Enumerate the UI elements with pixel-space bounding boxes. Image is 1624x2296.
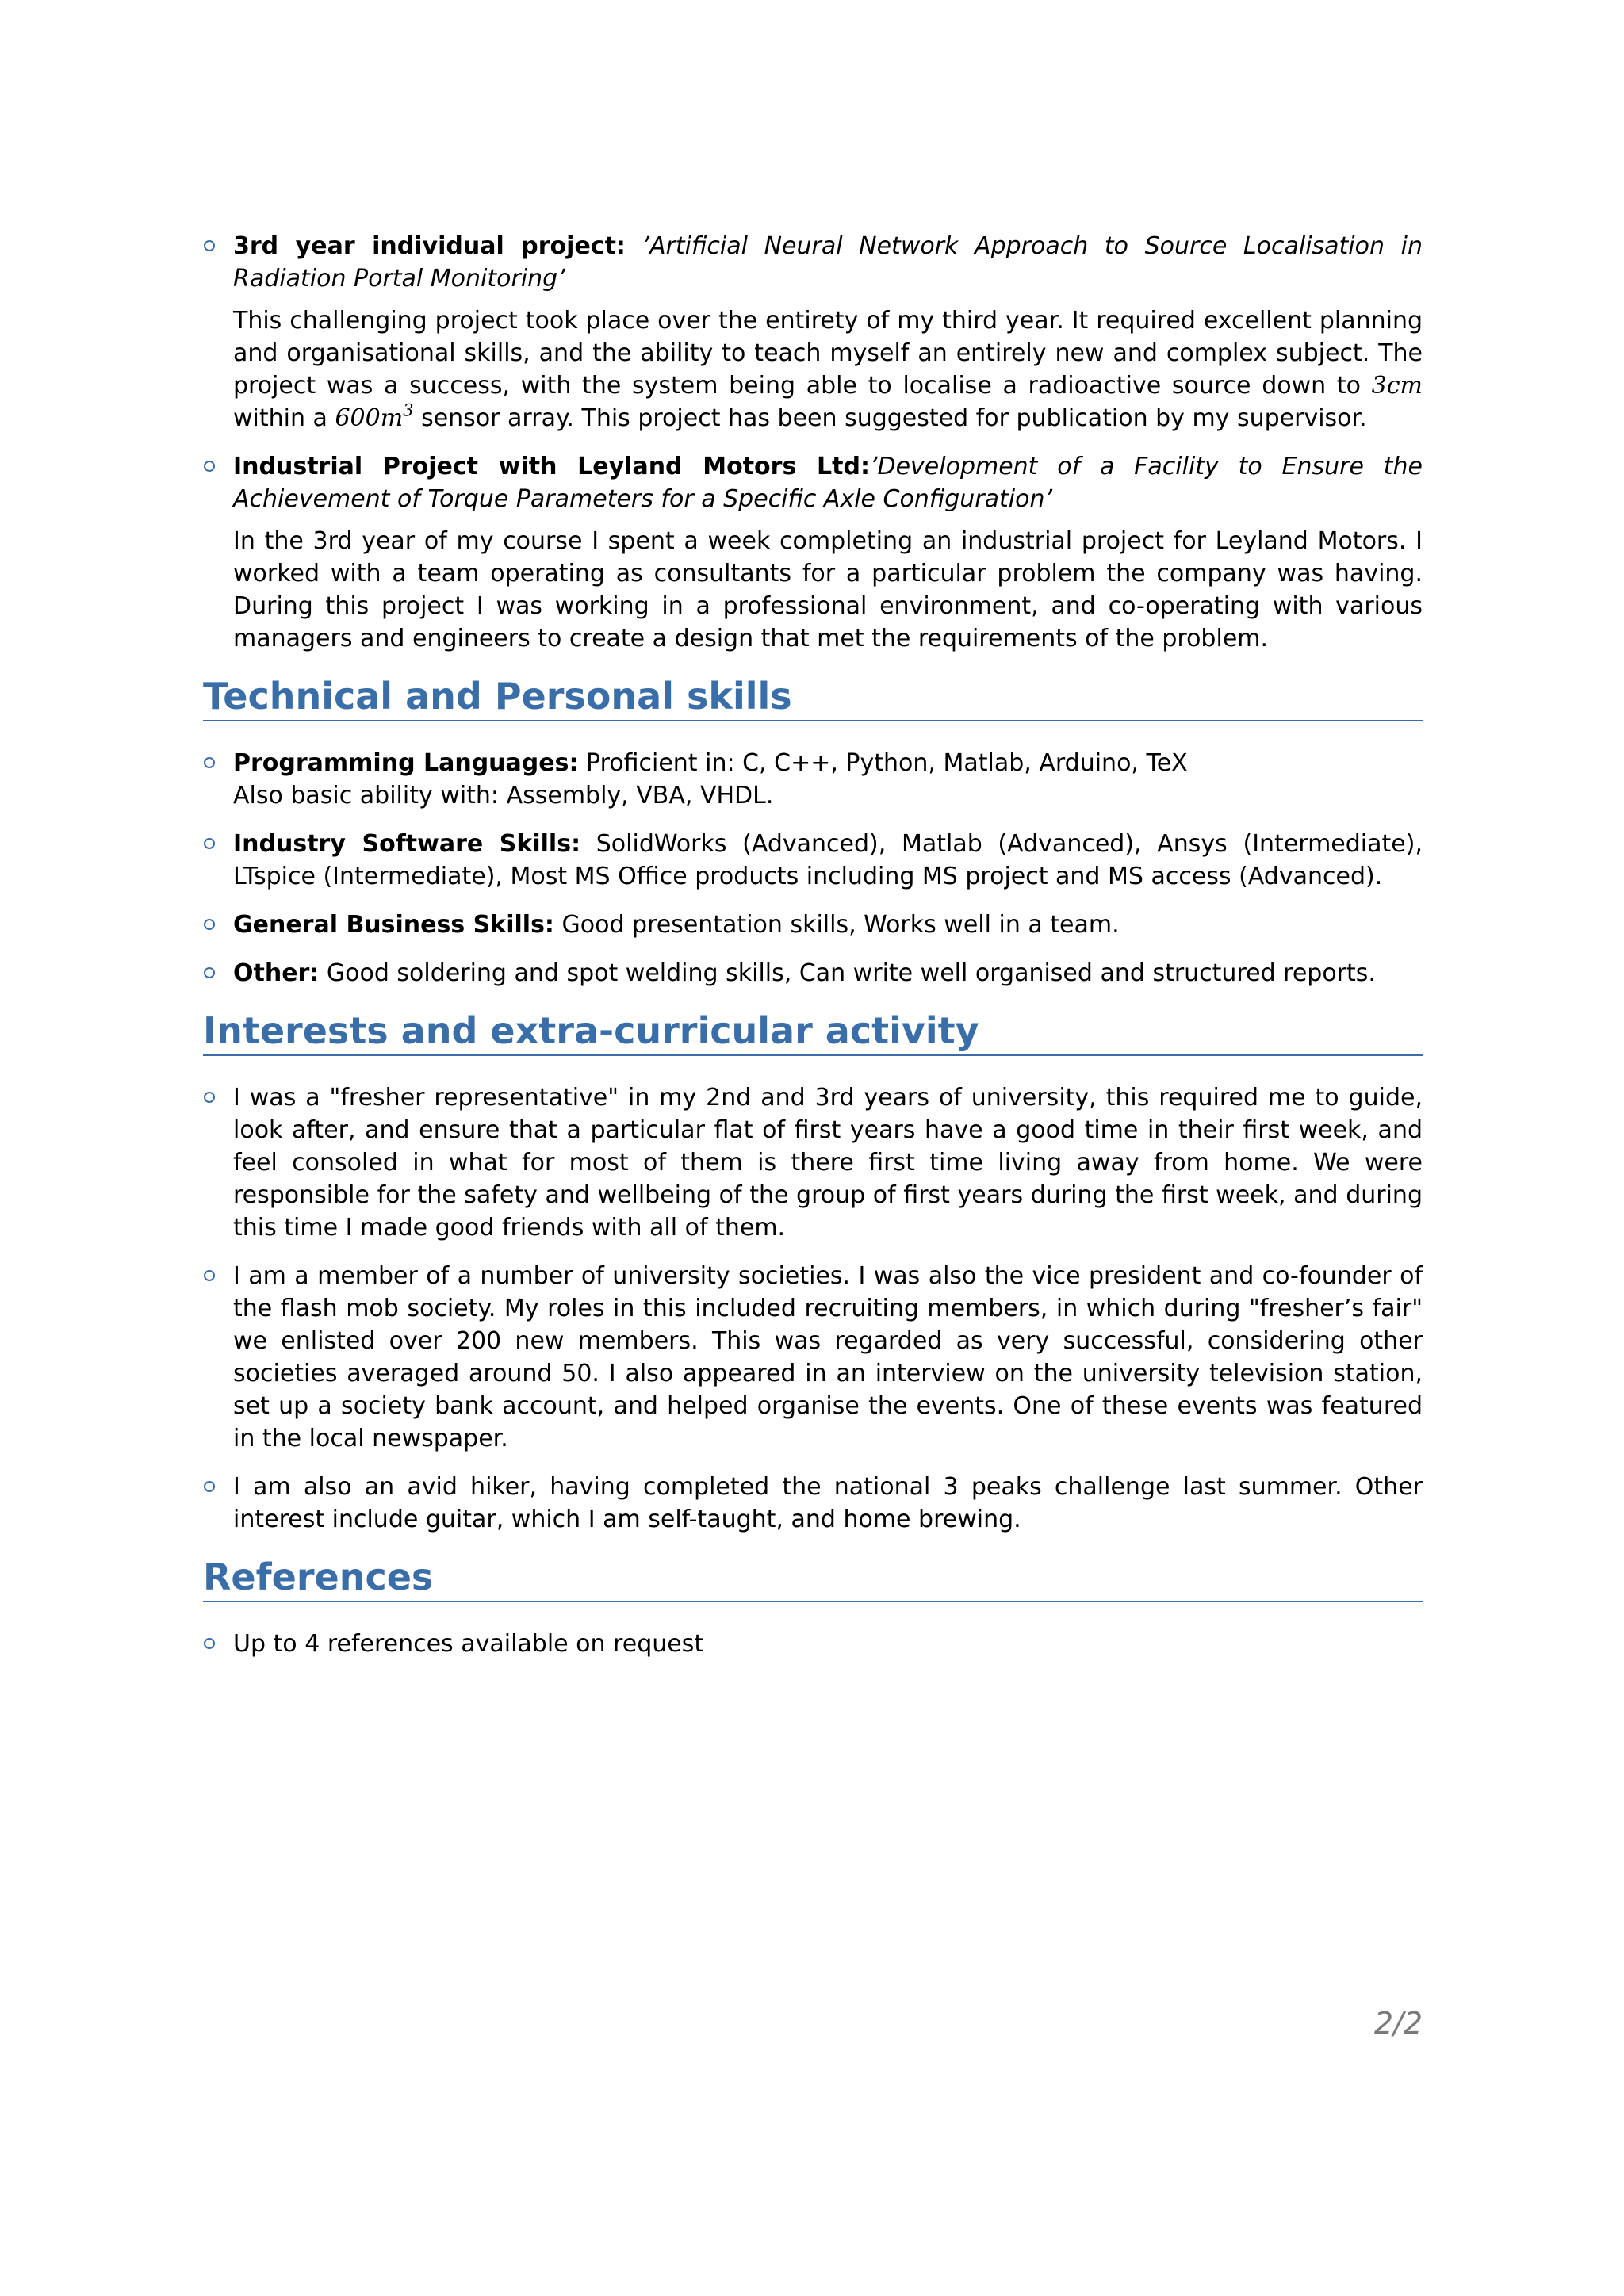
project-item <box>203 450 1423 655</box>
bullet-circle-icon <box>204 1638 215 1649</box>
skill-text-secondary: Also basic ability with: Assembly, VBA, VHDL. <box>233 782 774 809</box>
section-title-references: References <box>203 1555 1423 1602</box>
project-item <box>203 230 1423 434</box>
interest-item <box>203 1260 1423 1455</box>
math-volume: 600m <box>335 404 404 432</box>
bullet-circle-icon <box>204 1270 215 1281</box>
skill-label: Other: <box>233 959 320 987</box>
reference-text: Up to 4 references available on request <box>233 1630 704 1658</box>
bullet-circle-icon <box>204 240 215 251</box>
section-title-skills: Technical and Personal skills <box>203 674 1423 721</box>
skill-item <box>203 957 1423 989</box>
bullet-circle-icon <box>204 461 215 472</box>
math-distance: 3cm <box>1371 372 1423 400</box>
interest-text: I was a "fresher representative" in my 2nd and 3rd years of university, this required me to guide, look after, and ensure that a particular flat of first years have a good time in their first week, and feel consoled in what for most of them is there first time living away from home. We were responsible for the safety and wellbeing of the group of first years during the first week, and during this time I made good friends with all of them. <box>233 1084 1423 1242</box>
skill-label: Programming Languages: <box>233 749 579 777</box>
skill-text: Proficient in: C, C++, Python, Matlab, Arduino, TeX <box>586 749 1188 777</box>
bullet-circle-icon <box>204 919 215 930</box>
skill-item <box>203 909 1423 941</box>
page-number: 2/2 <box>1373 2006 1423 2041</box>
project-header <box>233 230 1423 295</box>
bullet-circle-icon <box>204 1092 215 1103</box>
project-title: 3rd year individual project: <box>233 232 626 260</box>
project-header <box>233 450 1423 515</box>
interest-text: I am also an avid hiker, having completed the national 3 peaks challenge last summer. Other interest include guitar, which I am self-taught, and home brewing. <box>233 1473 1423 1533</box>
section-title-interests: Interests and extra-curricular activity <box>203 1008 1423 1056</box>
cv-page <box>203 230 1423 1660</box>
reference-item <box>203 1628 1423 1660</box>
skill-item <box>203 747 1423 812</box>
project-description: In the 3rd year of my course I spent a week completing an industrial project for Leyland Motors. I worked with a team operating as consultants for a particular problem the company was having. During this project I was working in a professional environment, and co-operating with various managers and engineers to create a design that met the requirements of the problem. <box>233 527 1423 652</box>
interest-item <box>203 1471 1423 1536</box>
bullet-circle-icon <box>204 967 215 978</box>
project-subtitle: ’Development of a Facility to Ensure the Achievement of Torque Parameters for a Specific Axle Configuration’ <box>233 453 1423 513</box>
skill-text: Good soldering and spot welding skills, Can write well organised and structured reports. <box>326 959 1376 987</box>
interest-text: I am a member of a number of university societies. I was also the vice president and co-founder of the flash mob society. My roles in this included recruiting members, in which during "fresher’s fair" we enlisted over 200 new members. This was regarded as very successful, considering other societies averaged around 50. I also appeared in an interview on the university television station, set up a society bank account, and helped organise the events. One of these events was featured in the local newspaper. <box>233 1262 1423 1452</box>
interest-item <box>203 1081 1423 1244</box>
math-exponent: 3 <box>403 400 414 420</box>
skill-item <box>203 828 1423 893</box>
skill-label: General Business Skills: <box>233 911 554 939</box>
bullet-circle-icon <box>204 1481 215 1492</box>
project-title: Industrial Project with Leyland Motors Ltd: <box>233 453 870 480</box>
project-description: This challenging project took place over the entirety of my third year. It required excellent planning and organisational skills, and the ability to teach myself an entirely new and complex subject. The project was a success, with the system being able to localise a radioactive source down to 3cm within a $600m^3$ sensor array. This project has been suggested for publication by my supervisor. <box>233 307 1423 432</box>
bullet-circle-icon <box>204 838 215 849</box>
skill-text: Good presentation skills, Works well in a team. <box>561 911 1120 939</box>
skill-text: SolidWorks (Advanced), Matlab (Advanced), Ansys (Intermediate), LTspice (Intermediate), Most MS Office products including MS project and MS access (Advanced). <box>233 830 1423 890</box>
skill-label: Industry Software Skills: <box>233 830 581 858</box>
bullet-circle-icon <box>204 757 215 768</box>
project-subtitle: ’Artificial Neural Network Approach to Source Localisation in Radiation Portal Monitoring’ <box>233 232 1423 293</box>
